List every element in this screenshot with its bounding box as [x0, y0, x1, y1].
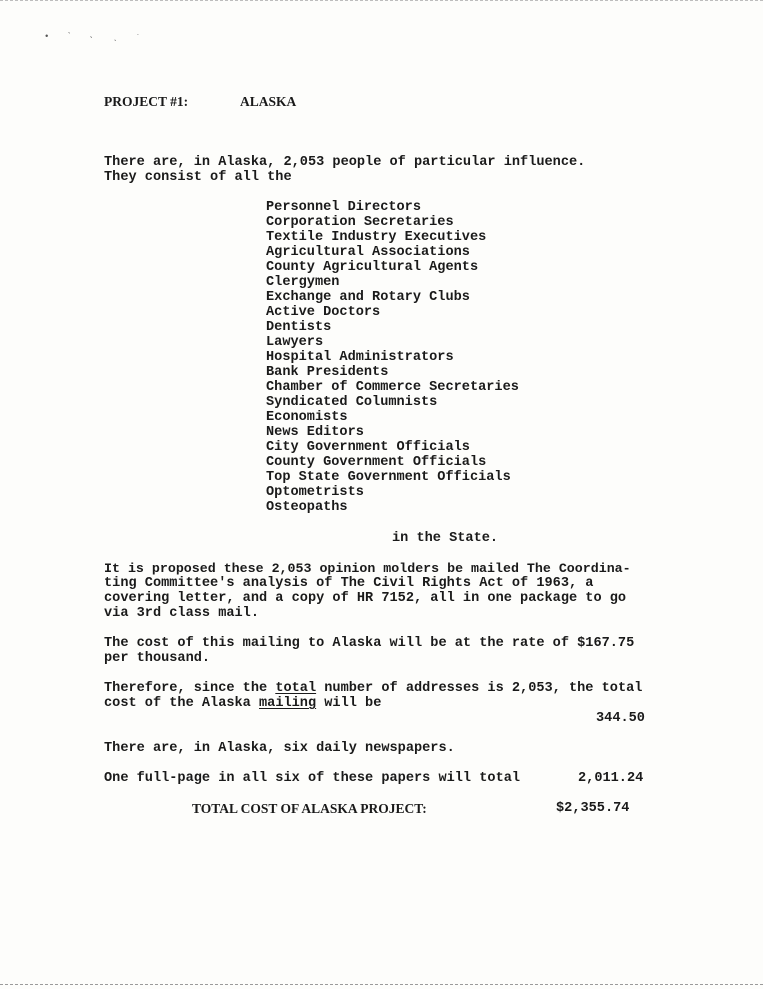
proposal-line-3: covering letter, and a copy of HR 7152, all in one package to go: [104, 591, 627, 606]
proposal-line-2: ting Committee's analysis of The Civil Rights Act of 1963, a: [104, 576, 594, 591]
list-item: Osteopaths: [266, 500, 348, 515]
cost-rate-line-1: The cost of this mailing to Alaska will be at the rate of $167.75: [104, 636, 635, 651]
therefore-text-a: Therefore, since the: [104, 681, 276, 696]
project-label: PROJECT #1:: [104, 94, 189, 109]
fullpage-amount: 2,011.24: [578, 771, 644, 786]
proposal-line-4: via 3rd class mail.: [104, 606, 259, 621]
list-item: Active Doctors: [266, 305, 381, 320]
list-item: Economists: [266, 410, 348, 425]
list-item: Chamber of Commerce Secretaries: [266, 380, 519, 395]
list-item: Corporation Secretaries: [266, 215, 454, 230]
list-item: County Agricultural Agents: [266, 260, 479, 275]
list-item: Agricultural Associations: [266, 245, 470, 260]
list-item: Clergymen: [266, 275, 340, 290]
mailing-cost-amount: 344.50: [596, 711, 645, 726]
list-item: Personnel Directors: [266, 200, 421, 215]
list-item: Textile Industry Executives: [266, 230, 487, 245]
page-bottom-edge: [0, 984, 763, 985]
fullpage-line: One full-page in all six of these papers will total: [104, 771, 521, 786]
list-item: Hospital Administrators: [266, 350, 454, 365]
total-cost-label: TOTAL COST OF ALASKA PROJECT:: [192, 801, 427, 816]
list-item: Dentists: [266, 320, 332, 335]
underlined-mailing: mailing: [259, 696, 317, 711]
therefore-line-1: [104, 681, 642, 696]
underlined-total: total: [275, 681, 317, 696]
therefore-text-c: cost of the Alaska: [104, 696, 259, 711]
project-name: ALASKA: [240, 94, 297, 109]
therefore-text-d: will be: [316, 696, 382, 711]
list-item: Exchange and Rotary Clubs: [266, 290, 470, 305]
list-item: Syndicated Columnists: [266, 395, 438, 410]
therefore-text-b: number of addresses is 2,053, the total: [316, 681, 643, 696]
list-item: Optometrists: [266, 485, 364, 500]
proposal-line-1: It is proposed these 2,053 opinion molders be mailed The Coordina-: [104, 561, 631, 576]
newspapers-line: There are, in Alaska, six daily newspapers.: [104, 741, 455, 756]
list-item: County Government Officials: [266, 455, 487, 470]
list-item: City Government Officials: [266, 440, 470, 455]
list-item: News Editors: [266, 425, 364, 440]
therefore-line-2: [104, 696, 381, 711]
total-cost-amount: $2,355.74: [556, 801, 630, 816]
in-the-state: in the State.: [392, 531, 499, 546]
list-item: Lawyers: [266, 335, 324, 350]
cost-rate-line-2: per thousand.: [104, 651, 211, 666]
intro-line-2: They consist of all the: [104, 170, 292, 185]
influence-groups-list: [266, 200, 519, 515]
scan-specks: • ˋ ˴ ˎ ˑ: [44, 32, 147, 42]
intro-line-1: There are, in Alaska, 2,053 people of particular influence.: [104, 155, 586, 170]
list-item: Top State Government Officials: [266, 470, 511, 485]
list-item: Bank Presidents: [266, 365, 389, 380]
page-top-edge: [0, 0, 763, 1]
